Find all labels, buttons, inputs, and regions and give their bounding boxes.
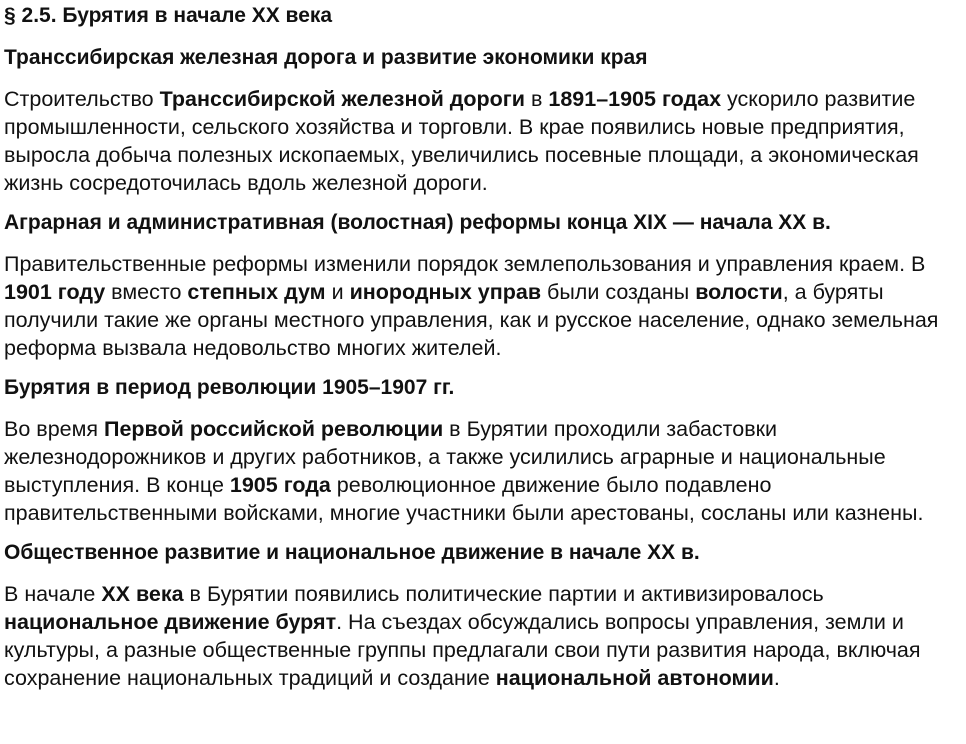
text-run: В начале (4, 582, 102, 606)
text-run: . На съездах обсуждались вопросы управления, земли и культуры, а разные общественные группы предлагали свои пути развития народа, включая сохранение национальных традиций и создание (4, 610, 921, 690)
text-run: Правительственные реформы изменили порядок землепользования и управления краем. В (4, 252, 926, 276)
text-run: Строительство (4, 87, 160, 111)
section-heading-national-movement: Общественное развитие и национальное движение в начале XX в. (4, 541, 700, 564)
section-heading-reforms: Аграрная и административная (волостная) реформы конца XIX — начала XX в. (4, 211, 831, 234)
text-run: в Бурятии появились политические партии и активизировалось (183, 582, 824, 606)
bold-term: степных дум (187, 280, 326, 304)
section-paragraph-revolution (4, 415, 962, 527)
text-run: в (524, 87, 549, 111)
bold-term: 1891–1905 годах (548, 87, 722, 111)
section-paragraph-national-movement (4, 580, 962, 692)
section-heading-revolution: Бурятия в период революции 1905–1907 гг. (4, 376, 455, 399)
text-run: . (773, 666, 780, 690)
text-run: в Бурятии проходили забастовки железнодорожников и других работников, а также усилились аграрные и национальные выступления. В конце (4, 417, 886, 497)
section-heading-railway: Транссибирская железная дорога и развитие экономики края (4, 46, 648, 69)
text-run: , а буряты получили такие же органы местного управления, как и русское население, однако земельная реформа вызвала недовольство многих жителей. (4, 280, 939, 360)
bold-term: Первой российской революции (104, 417, 444, 441)
section-paragraph-reforms (4, 250, 962, 362)
text-run: Во время (4, 417, 105, 441)
bold-term: 1905 года (229, 473, 331, 497)
bold-term: волости (695, 280, 783, 304)
bold-term: инородных управ (349, 280, 542, 304)
text-run: и (325, 280, 350, 304)
text-run: были созданы (541, 280, 696, 304)
document-title: § 2.5. Бурятия в начале XX века (4, 4, 333, 27)
bold-term: Транссибирской железной дороги (159, 87, 525, 111)
bold-term: 1901 году (4, 280, 106, 304)
text-run: революционное движение было подавлено правительственными войсками, многие участники были арестованы, сосланы или казнены. (4, 473, 924, 525)
bold-term: национальное движение бурят (4, 610, 337, 634)
bold-term: национальной автономии (495, 666, 774, 690)
text-run: ускорило развитие промышленности, сельского хозяйства и торговли. В крае появились новые предприятия, выросла добыча полезных ископаемых, увеличились посевные площади, а экономическая жизнь сосредоточилась вдоль железной дороги. (4, 87, 919, 195)
bold-term: XX века (101, 582, 184, 606)
text-run: вместо (105, 280, 188, 304)
section-paragraph-railway (4, 85, 962, 197)
